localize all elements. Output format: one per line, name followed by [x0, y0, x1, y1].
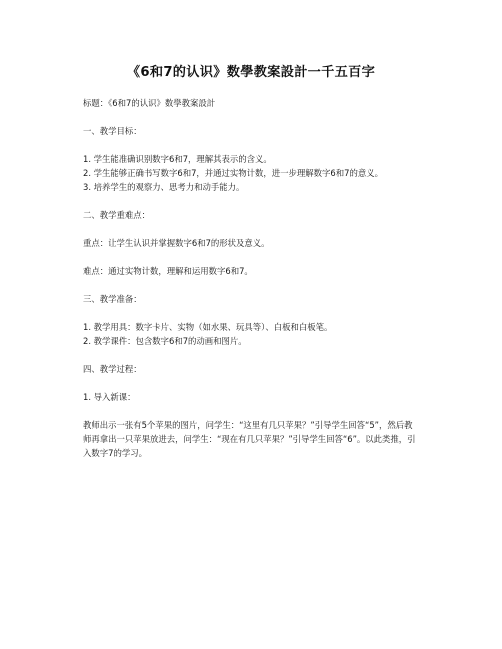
process-step-1-text: 教师出示一张有5个苹果的图片，问学生：“这里有几只苹果？”引导学生回答“5”，然后教师再拿出一只苹果放进去，问学生：“现在有几只苹果？”引导学生回答“6”。以此类推，引入数字7的学习。 [83, 420, 416, 458]
keypoint-focus: 重点：让学生认识并掌握数字6和7的形状及意义。 [83, 238, 270, 248]
section-heading-preparation: 三、教学准备： [83, 294, 142, 304]
objective-item-2: 2. 学生能够正确书写数字6和7，并通过实物计数，进一步理解数字6和7的意义。 [83, 168, 383, 178]
process-step-1: 1. 导入新课： [83, 392, 136, 402]
objective-item-1: 1. 学生能准确识别数字6和7，理解其表示的含义。 [83, 154, 272, 164]
preparation-item-1: 1. 教学用具：数字卡片、实物（如水果、玩具等）、白板和白板笔。 [83, 322, 333, 332]
document-subtitle: 标题：《6和7的认识》数學教案設計 [83, 98, 216, 108]
document-title: 《6和7的认识》数學教案設計一千五百字 [126, 65, 376, 80]
section-heading-keypoints: 二、教学重难点： [83, 210, 150, 220]
keypoint-difficulty: 难点：通过实物计数，理解和运用数字6和7。 [83, 266, 253, 276]
document-body [83, 96, 419, 460]
preparation-item-2: 2. 教学课件：包含数字6和7的动画和图片。 [83, 336, 247, 346]
section-heading-objectives: 一、教学目标： [83, 126, 142, 136]
objective-item-3: 3. 培养学生的观察力、思考力和动手能力。 [83, 182, 245, 192]
section-heading-process: 四、教学过程： [83, 364, 142, 374]
